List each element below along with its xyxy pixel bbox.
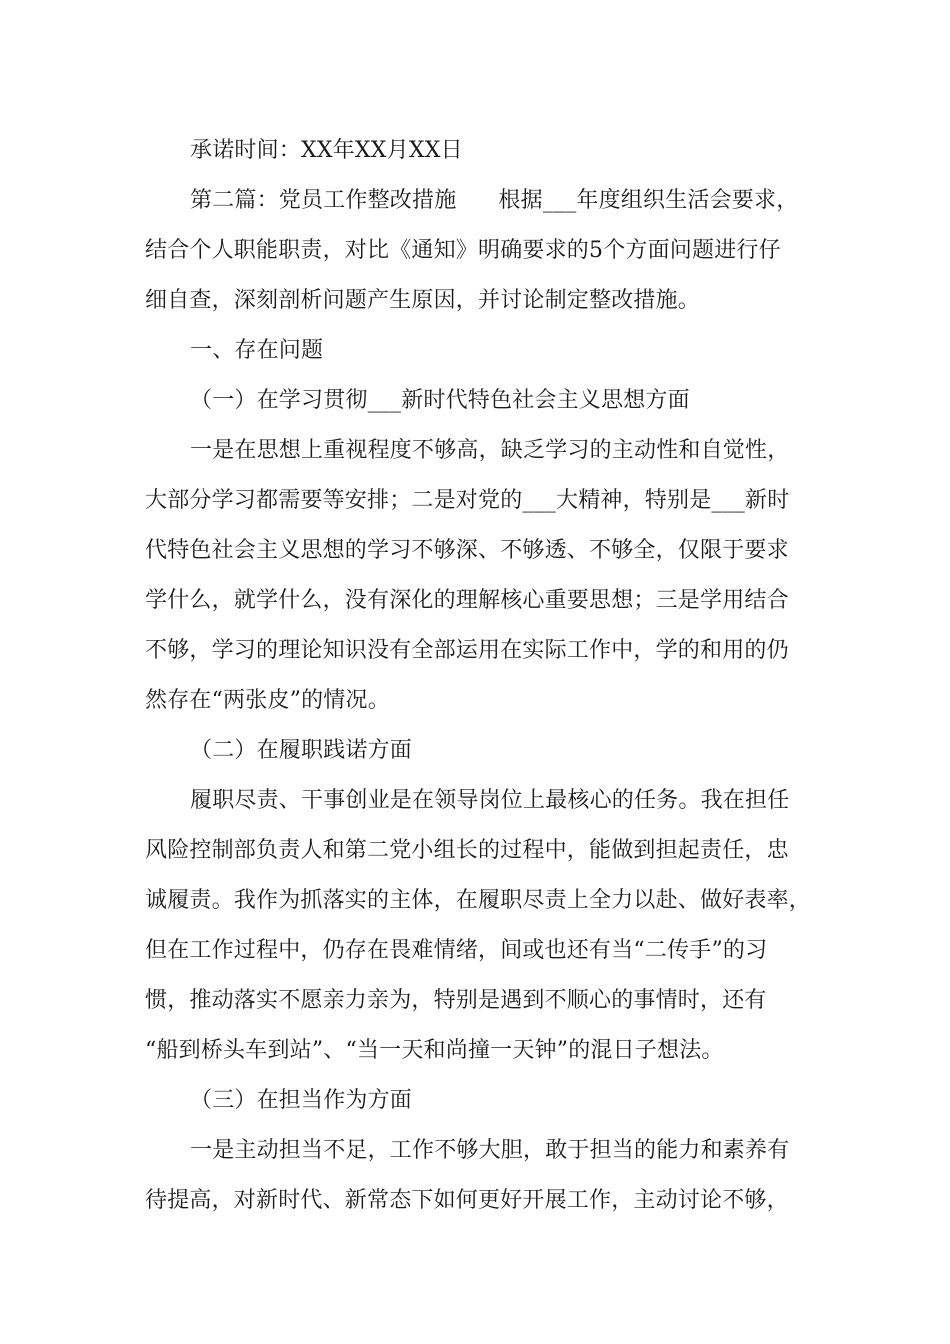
section-title: 第二篇：党员工作整改措施: [190, 188, 457, 213]
paragraph-line: 结合个人职能职责，对比《通知》明确要求的5个方面问题进行仔: [145, 238, 781, 263]
subheading-2: （二）在履职践诺方面: [190, 738, 413, 763]
paragraph-text: 根据___年度组织生活会要求，: [498, 188, 799, 213]
paragraph-line: 惯，推动落实不愿亲力亲为，特别是遇到不顺心的事情时，还有: [145, 988, 767, 1013]
paragraph-line: 学什么，就学什么，没有深化的理解核心重要思想；三是学用结合: [145, 588, 789, 613]
paragraph-line: 大部分学习都需要等安排；二是对党的___大精神，特别是___新时: [145, 488, 790, 513]
paragraph-line: 但在工作过程中，仍存在畏难情绪，间或也还有当“二传手”的习: [145, 938, 768, 963]
paragraph-line: 待提高，对新时代、新常态下如何更好开展工作，主动讨论不够，: [145, 1188, 789, 1213]
paragraph-line: 代特色社会主义思想的学习不够深、不够透、不够全，仅限于要求: [145, 538, 789, 563]
paragraph-line: 不够，学习的理论知识没有全部运用在实际工作中，学的和用的仍: [145, 638, 789, 663]
subheading-1: （一）在学习贯彻___新时代特色社会主义思想方面: [190, 388, 690, 413]
commitment-date: 承诺时间：XX年XX月XX日: [190, 138, 463, 163]
paragraph-line: 诚履责。我作为抓落实的主体，在履职尽责上全力以赴、做好表率，: [145, 888, 812, 913]
heading-problems: 一、存在问题: [190, 338, 324, 363]
paragraph-line: 履职尽责、干事创业是在领导岗位上最核心的任务。我在担任: [190, 788, 790, 813]
paragraph-line: 然存在“两张皮”的情况。: [145, 688, 390, 713]
paragraph-line: 风险控制部负责人和第二党小组长的过程中，能做到担起责任，忠: [145, 838, 789, 863]
paragraph-line: 一是主动担当不足，工作不够大胆，敢于担当的能力和素养有: [190, 1138, 790, 1163]
subheading-3: （三）在担当作为方面: [190, 1088, 413, 1113]
paragraph-line: “船到桥头车到站”、“当一天和尚撞一天钟”的混日子想法。: [145, 1038, 724, 1063]
section-title-line: [190, 186, 798, 216]
paragraph-line: 一是在思想上重视程度不够高，缺乏学习的主动性和自觉性，: [190, 438, 790, 463]
paragraph-line: 细自查，深刻剖析问题产生原因，并讨论制定整改措施。: [145, 288, 701, 313]
